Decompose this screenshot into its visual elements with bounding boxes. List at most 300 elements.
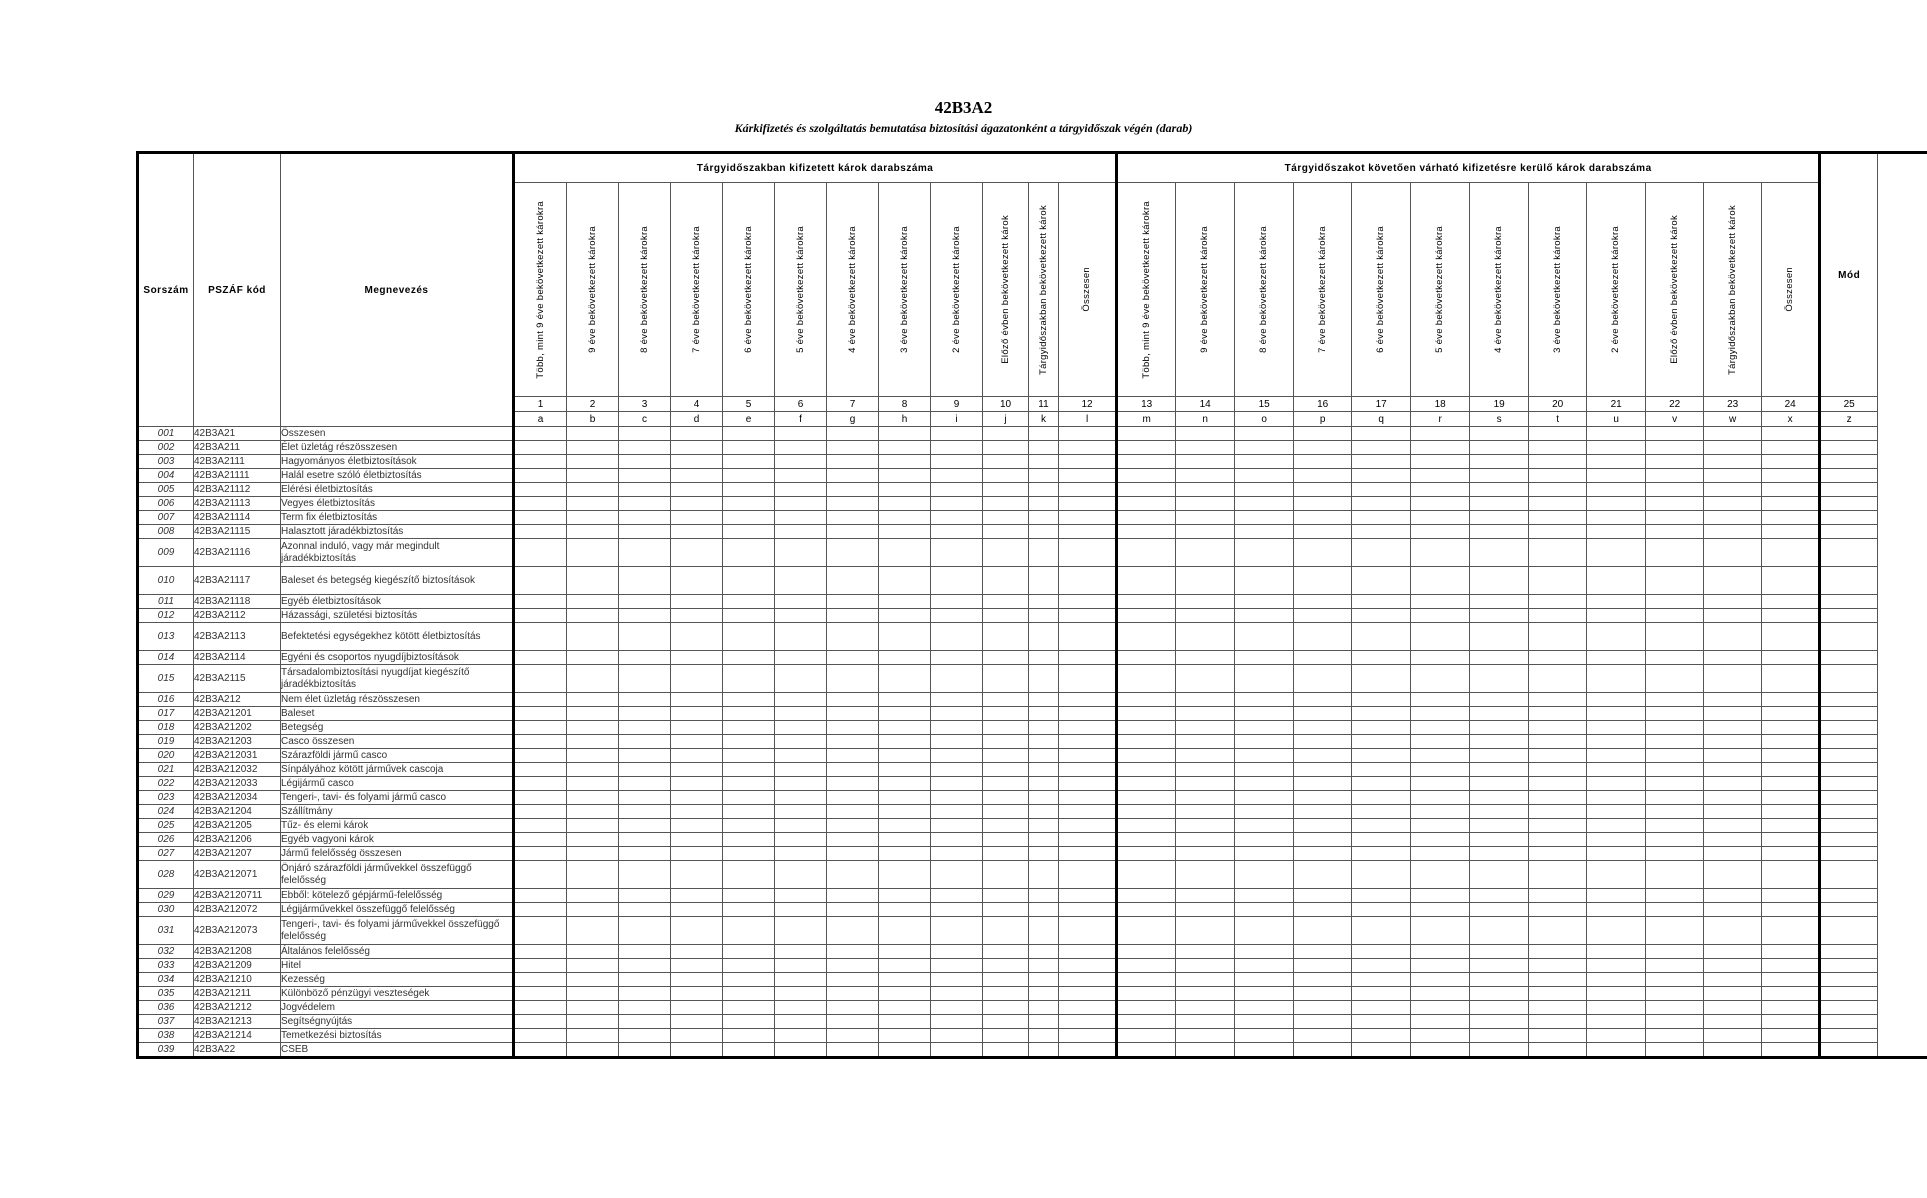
data-cell[interactable] <box>671 735 723 749</box>
data-cell[interactable] <box>1117 1029 1176 1043</box>
data-cell[interactable] <box>1059 987 1117 1001</box>
data-cell[interactable] <box>1646 777 1704 791</box>
data-cell[interactable] <box>775 777 827 791</box>
data-cell[interactable] <box>1470 1001 1529 1015</box>
data-cell[interactable] <box>1117 987 1176 1001</box>
data-cell[interactable] <box>1294 749 1352 763</box>
data-cell[interactable] <box>1352 959 1411 973</box>
data-cell[interactable] <box>514 441 567 455</box>
data-cell[interactable] <box>1587 483 1646 497</box>
data-cell[interactable] <box>619 805 671 819</box>
data-cell[interactable] <box>1411 917 1470 945</box>
data-cell[interactable] <box>1820 455 1878 469</box>
data-cell[interactable] <box>1704 805 1762 819</box>
data-cell[interactable] <box>879 819 931 833</box>
data-cell[interactable] <box>1704 483 1762 497</box>
data-cell[interactable] <box>567 483 619 497</box>
data-cell[interactable] <box>619 595 671 609</box>
data-cell[interactable] <box>1587 1029 1646 1043</box>
data-cell[interactable] <box>1646 805 1704 819</box>
data-cell[interactable] <box>1529 623 1587 651</box>
data-cell[interactable] <box>1294 693 1352 707</box>
data-cell[interactable] <box>1029 539 1059 567</box>
data-cell[interactable] <box>827 973 879 987</box>
data-cell[interactable] <box>723 497 775 511</box>
data-cell[interactable] <box>1411 861 1470 889</box>
data-cell[interactable] <box>1235 735 1294 749</box>
data-cell[interactable] <box>514 903 567 917</box>
data-cell[interactable] <box>827 833 879 847</box>
data-cell[interactable] <box>671 861 723 889</box>
data-cell[interactable] <box>1411 721 1470 735</box>
data-cell[interactable] <box>983 889 1029 903</box>
data-cell[interactable] <box>567 455 619 469</box>
data-cell[interactable] <box>671 693 723 707</box>
data-cell[interactable] <box>619 735 671 749</box>
data-cell[interactable] <box>1029 1043 1059 1058</box>
data-cell[interactable] <box>1470 917 1529 945</box>
data-cell[interactable] <box>1762 1043 1820 1058</box>
data-cell[interactable] <box>671 847 723 861</box>
data-cell[interactable] <box>1117 819 1176 833</box>
data-cell[interactable] <box>1704 721 1762 735</box>
data-cell[interactable] <box>1411 805 1470 819</box>
data-cell[interactable] <box>1059 455 1117 469</box>
data-cell[interactable] <box>567 1029 619 1043</box>
data-cell[interactable] <box>723 455 775 469</box>
data-cell[interactable] <box>1235 1043 1294 1058</box>
data-cell[interactable] <box>1235 623 1294 651</box>
data-cell[interactable] <box>1646 959 1704 973</box>
data-cell[interactable] <box>619 833 671 847</box>
data-cell[interactable] <box>983 609 1029 623</box>
data-cell[interactable] <box>931 889 983 903</box>
data-cell[interactable] <box>1294 1001 1352 1015</box>
data-cell[interactable] <box>775 483 827 497</box>
data-cell[interactable] <box>1059 1001 1117 1015</box>
data-cell[interactable] <box>775 1043 827 1058</box>
data-cell[interactable] <box>1352 623 1411 651</box>
data-cell[interactable] <box>1117 847 1176 861</box>
data-cell[interactable] <box>1646 917 1704 945</box>
data-cell[interactable] <box>931 1015 983 1029</box>
data-cell[interactable] <box>1470 973 1529 987</box>
data-cell[interactable] <box>1470 959 1529 973</box>
data-cell[interactable] <box>1762 665 1820 693</box>
data-cell[interactable] <box>1029 1015 1059 1029</box>
data-cell[interactable] <box>983 707 1029 721</box>
data-cell[interactable] <box>619 441 671 455</box>
data-cell[interactable] <box>1235 945 1294 959</box>
data-cell[interactable] <box>1352 791 1411 805</box>
data-cell[interactable] <box>567 567 619 595</box>
data-cell[interactable] <box>1587 735 1646 749</box>
data-cell[interactable] <box>1820 693 1878 707</box>
data-cell[interactable] <box>1235 791 1294 805</box>
data-cell[interactable] <box>827 917 879 945</box>
data-cell[interactable] <box>723 833 775 847</box>
data-cell[interactable] <box>1059 1015 1117 1029</box>
data-cell[interactable] <box>1646 973 1704 987</box>
data-cell[interactable] <box>775 595 827 609</box>
data-cell[interactable] <box>723 735 775 749</box>
data-cell[interactable] <box>1646 889 1704 903</box>
data-cell[interactable] <box>827 791 879 805</box>
data-cell[interactable] <box>1352 973 1411 987</box>
data-cell[interactable] <box>879 1043 931 1058</box>
data-cell[interactable] <box>1820 651 1878 665</box>
data-cell[interactable] <box>1646 1029 1704 1043</box>
data-cell[interactable] <box>931 497 983 511</box>
data-cell[interactable] <box>1294 1029 1352 1043</box>
data-cell[interactable] <box>1352 595 1411 609</box>
data-cell[interactable] <box>1529 1001 1587 1015</box>
data-cell[interactable] <box>1762 1029 1820 1043</box>
data-cell[interactable] <box>671 1043 723 1058</box>
data-cell[interactable] <box>1176 595 1235 609</box>
data-cell[interactable] <box>983 595 1029 609</box>
data-cell[interactable] <box>1294 833 1352 847</box>
data-cell[interactable] <box>1059 833 1117 847</box>
data-cell[interactable] <box>1117 707 1176 721</box>
data-cell[interactable] <box>1646 441 1704 455</box>
data-cell[interactable] <box>1117 1001 1176 1015</box>
data-cell[interactable] <box>1820 567 1878 595</box>
data-cell[interactable] <box>1176 1043 1235 1058</box>
data-cell[interactable] <box>723 945 775 959</box>
data-cell[interactable] <box>1059 441 1117 455</box>
data-cell[interactable] <box>567 973 619 987</box>
data-cell[interactable] <box>1470 455 1529 469</box>
data-cell[interactable] <box>1470 693 1529 707</box>
data-cell[interactable] <box>827 945 879 959</box>
data-cell[interactable] <box>1704 819 1762 833</box>
data-cell[interactable] <box>827 903 879 917</box>
data-cell[interactable] <box>1059 511 1117 525</box>
data-cell[interactable] <box>983 945 1029 959</box>
data-cell[interactable] <box>1411 735 1470 749</box>
data-cell[interactable] <box>827 539 879 567</box>
data-cell[interactable] <box>879 707 931 721</box>
data-cell[interactable] <box>827 805 879 819</box>
data-cell[interactable] <box>827 735 879 749</box>
data-cell[interactable] <box>619 497 671 511</box>
data-cell[interactable] <box>1762 791 1820 805</box>
data-cell[interactable] <box>879 833 931 847</box>
data-cell[interactable] <box>983 441 1029 455</box>
data-cell[interactable] <box>723 959 775 973</box>
data-cell[interactable] <box>1704 973 1762 987</box>
data-cell[interactable] <box>1762 651 1820 665</box>
data-cell[interactable] <box>931 483 983 497</box>
data-cell[interactable] <box>1029 735 1059 749</box>
data-cell[interactable] <box>1646 623 1704 651</box>
data-cell[interactable] <box>723 889 775 903</box>
data-cell[interactable] <box>879 595 931 609</box>
data-cell[interactable] <box>514 651 567 665</box>
data-cell[interactable] <box>983 511 1029 525</box>
data-cell[interactable] <box>514 1043 567 1058</box>
data-cell[interactable] <box>1117 1015 1176 1029</box>
data-cell[interactable] <box>879 497 931 511</box>
data-cell[interactable] <box>775 609 827 623</box>
data-cell[interactable] <box>1470 777 1529 791</box>
data-cell[interactable] <box>1059 917 1117 945</box>
data-cell[interactable] <box>1352 511 1411 525</box>
data-cell[interactable] <box>1411 973 1470 987</box>
data-cell[interactable] <box>1411 651 1470 665</box>
data-cell[interactable] <box>1059 721 1117 735</box>
data-cell[interactable] <box>1176 483 1235 497</box>
data-cell[interactable] <box>775 665 827 693</box>
data-cell[interactable] <box>1176 693 1235 707</box>
data-cell[interactable] <box>1059 469 1117 483</box>
data-cell[interactable] <box>1176 847 1235 861</box>
data-cell[interactable] <box>723 511 775 525</box>
data-cell[interactable] <box>931 973 983 987</box>
data-cell[interactable] <box>1235 441 1294 455</box>
data-cell[interactable] <box>514 539 567 567</box>
data-cell[interactable] <box>879 959 931 973</box>
data-cell[interactable] <box>1176 455 1235 469</box>
data-cell[interactable] <box>1029 721 1059 735</box>
data-cell[interactable] <box>1059 805 1117 819</box>
data-cell[interactable] <box>1762 595 1820 609</box>
data-cell[interactable] <box>1352 833 1411 847</box>
data-cell[interactable] <box>1411 665 1470 693</box>
data-cell[interactable] <box>1176 511 1235 525</box>
data-cell[interactable] <box>983 833 1029 847</box>
data-cell[interactable] <box>514 707 567 721</box>
data-cell[interactable] <box>775 791 827 805</box>
data-cell[interactable] <box>775 441 827 455</box>
data-cell[interactable] <box>983 1029 1029 1043</box>
data-cell[interactable] <box>1411 525 1470 539</box>
data-cell[interactable] <box>1704 623 1762 651</box>
data-cell[interactable] <box>983 847 1029 861</box>
data-cell[interactable] <box>1587 525 1646 539</box>
data-cell[interactable] <box>619 987 671 1001</box>
data-cell[interactable] <box>514 623 567 651</box>
data-cell[interactable] <box>567 1015 619 1029</box>
data-cell[interactable] <box>1470 987 1529 1001</box>
data-cell[interactable] <box>1029 777 1059 791</box>
data-cell[interactable] <box>567 469 619 483</box>
data-cell[interactable] <box>1029 889 1059 903</box>
data-cell[interactable] <box>1117 805 1176 819</box>
data-cell[interactable] <box>1029 819 1059 833</box>
data-cell[interactable] <box>1470 483 1529 497</box>
data-cell[interactable] <box>1294 959 1352 973</box>
data-cell[interactable] <box>514 945 567 959</box>
data-cell[interactable] <box>1059 595 1117 609</box>
data-cell[interactable] <box>983 805 1029 819</box>
data-cell[interactable] <box>1117 735 1176 749</box>
data-cell[interactable] <box>1059 791 1117 805</box>
data-cell[interactable] <box>1646 483 1704 497</box>
data-cell[interactable] <box>1029 483 1059 497</box>
data-cell[interactable] <box>1029 917 1059 945</box>
data-cell[interactable] <box>775 1029 827 1043</box>
data-cell[interactable] <box>1529 1015 1587 1029</box>
data-cell[interactable] <box>1646 455 1704 469</box>
data-cell[interactable] <box>775 539 827 567</box>
data-cell[interactable] <box>1587 539 1646 567</box>
data-cell[interactable] <box>1529 525 1587 539</box>
data-cell[interactable] <box>671 819 723 833</box>
data-cell[interactable] <box>983 819 1029 833</box>
data-cell[interactable] <box>1762 833 1820 847</box>
data-cell[interactable] <box>775 945 827 959</box>
data-cell[interactable] <box>1117 1043 1176 1058</box>
data-cell[interactable] <box>1029 805 1059 819</box>
data-cell[interactable] <box>619 847 671 861</box>
data-cell[interactable] <box>1059 707 1117 721</box>
data-cell[interactable] <box>1646 819 1704 833</box>
data-cell[interactable] <box>619 861 671 889</box>
data-cell[interactable] <box>827 1043 879 1058</box>
data-cell[interactable] <box>671 455 723 469</box>
data-cell[interactable] <box>1029 1001 1059 1015</box>
data-cell[interactable] <box>931 469 983 483</box>
data-cell[interactable] <box>1704 889 1762 903</box>
data-cell[interactable] <box>1059 889 1117 903</box>
data-cell[interactable] <box>827 595 879 609</box>
data-cell[interactable] <box>1529 791 1587 805</box>
data-cell[interactable] <box>1235 1015 1294 1029</box>
data-cell[interactable] <box>1529 903 1587 917</box>
data-cell[interactable] <box>1029 861 1059 889</box>
data-cell[interactable] <box>1294 469 1352 483</box>
data-cell[interactable] <box>1411 819 1470 833</box>
data-cell[interactable] <box>619 763 671 777</box>
data-cell[interactable] <box>1470 623 1529 651</box>
data-cell[interactable] <box>775 497 827 511</box>
data-cell[interactable] <box>1704 455 1762 469</box>
data-cell[interactable] <box>827 721 879 735</box>
data-cell[interactable] <box>671 427 723 441</box>
data-cell[interactable] <box>1059 693 1117 707</box>
data-cell[interactable] <box>1176 749 1235 763</box>
data-cell[interactable] <box>1176 427 1235 441</box>
data-cell[interactable] <box>1820 973 1878 987</box>
data-cell[interactable] <box>567 763 619 777</box>
data-cell[interactable] <box>671 945 723 959</box>
data-cell[interactable] <box>983 973 1029 987</box>
data-cell[interactable] <box>1529 1029 1587 1043</box>
data-cell[interactable] <box>879 483 931 497</box>
data-cell[interactable] <box>1820 763 1878 777</box>
data-cell[interactable] <box>1294 497 1352 511</box>
data-cell[interactable] <box>1762 469 1820 483</box>
data-cell[interactable] <box>1235 721 1294 735</box>
data-cell[interactable] <box>1059 861 1117 889</box>
data-cell[interactable] <box>514 609 567 623</box>
data-cell[interactable] <box>671 763 723 777</box>
data-cell[interactable] <box>1352 1001 1411 1015</box>
data-cell[interactable] <box>1762 455 1820 469</box>
data-cell[interactable] <box>1294 427 1352 441</box>
data-cell[interactable] <box>1029 707 1059 721</box>
data-cell[interactable] <box>1352 651 1411 665</box>
data-cell[interactable] <box>1235 651 1294 665</box>
data-cell[interactable] <box>1470 819 1529 833</box>
data-cell[interactable] <box>723 917 775 945</box>
data-cell[interactable] <box>775 651 827 665</box>
data-cell[interactable] <box>983 427 1029 441</box>
data-cell[interactable] <box>1029 959 1059 973</box>
data-cell[interactable] <box>931 1043 983 1058</box>
data-cell[interactable] <box>1411 987 1470 1001</box>
data-cell[interactable] <box>827 763 879 777</box>
data-cell[interactable] <box>983 665 1029 693</box>
data-cell[interactable] <box>1235 763 1294 777</box>
data-cell[interactable] <box>879 889 931 903</box>
data-cell[interactable] <box>1294 609 1352 623</box>
data-cell[interactable] <box>1117 651 1176 665</box>
data-cell[interactable] <box>1117 763 1176 777</box>
data-cell[interactable] <box>1235 917 1294 945</box>
data-cell[interactable] <box>1762 749 1820 763</box>
data-cell[interactable] <box>671 707 723 721</box>
data-cell[interactable] <box>723 1043 775 1058</box>
data-cell[interactable] <box>1059 539 1117 567</box>
data-cell[interactable] <box>567 441 619 455</box>
data-cell[interactable] <box>1529 511 1587 525</box>
data-cell[interactable] <box>1529 1043 1587 1058</box>
data-cell[interactable] <box>1587 1001 1646 1015</box>
data-cell[interactable] <box>1352 903 1411 917</box>
data-cell[interactable] <box>1352 945 1411 959</box>
data-cell[interactable] <box>1117 539 1176 567</box>
data-cell[interactable] <box>827 665 879 693</box>
data-cell[interactable] <box>983 497 1029 511</box>
data-cell[interactable] <box>1294 539 1352 567</box>
data-cell[interactable] <box>514 595 567 609</box>
data-cell[interactable] <box>1646 693 1704 707</box>
data-cell[interactable] <box>1176 945 1235 959</box>
data-cell[interactable] <box>1646 567 1704 595</box>
data-cell[interactable] <box>1176 959 1235 973</box>
data-cell[interactable] <box>1646 847 1704 861</box>
data-cell[interactable] <box>1762 847 1820 861</box>
data-cell[interactable] <box>1176 889 1235 903</box>
data-cell[interactable] <box>1117 749 1176 763</box>
data-cell[interactable] <box>723 721 775 735</box>
data-cell[interactable] <box>1059 847 1117 861</box>
data-cell[interactable] <box>1029 987 1059 1001</box>
data-cell[interactable] <box>1646 707 1704 721</box>
data-cell[interactable] <box>1029 455 1059 469</box>
data-cell[interactable] <box>1704 1043 1762 1058</box>
data-cell[interactable] <box>1704 665 1762 693</box>
data-cell[interactable] <box>1820 665 1878 693</box>
data-cell[interactable] <box>1411 693 1470 707</box>
data-cell[interactable] <box>1235 833 1294 847</box>
data-cell[interactable] <box>1646 1001 1704 1015</box>
data-cell[interactable] <box>1529 777 1587 791</box>
data-cell[interactable] <box>1820 1015 1878 1029</box>
data-cell[interactable] <box>1411 497 1470 511</box>
data-cell[interactable] <box>1059 427 1117 441</box>
data-cell[interactable] <box>983 735 1029 749</box>
data-cell[interactable] <box>514 497 567 511</box>
data-cell[interactable] <box>1704 833 1762 847</box>
data-cell[interactable] <box>931 455 983 469</box>
data-cell[interactable] <box>1762 427 1820 441</box>
data-cell[interactable] <box>1587 973 1646 987</box>
data-cell[interactable] <box>879 917 931 945</box>
